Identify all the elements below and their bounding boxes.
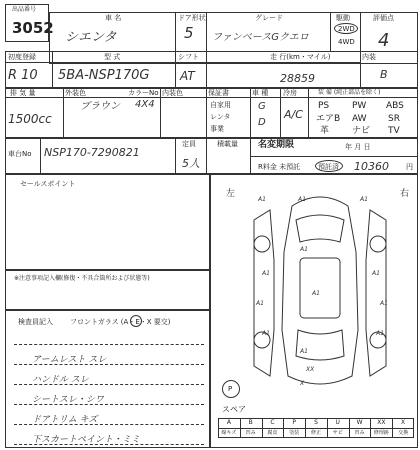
damage-mark-8: A1	[256, 300, 264, 307]
legend-meaning: サビ	[332, 430, 343, 436]
legend-meaning: 修理跡	[373, 430, 389, 436]
right-label: 右	[400, 189, 410, 199]
legend-code: C	[270, 419, 275, 426]
equipment-pw: PW	[352, 101, 367, 111]
spare-p-mark: P	[228, 385, 233, 393]
capacity-label: 定員	[182, 140, 196, 148]
equipment-leather: 革	[320, 126, 330, 136]
legend-code: U	[335, 419, 340, 426]
legend-meaning: 腐食	[267, 430, 278, 436]
exterior-color-label: 外装色	[65, 89, 86, 97]
model-label: 型 式	[104, 53, 121, 61]
equipment-label: 装 備 (純正部品を除く)	[318, 89, 381, 96]
windshield-a-circle	[130, 315, 142, 327]
damage-mark-12: A1	[300, 348, 308, 355]
yen-label: 円	[406, 163, 413, 171]
legend-code: B	[248, 419, 253, 426]
chassis-no-value: NSP170-7290821	[44, 146, 140, 159]
car-name-value: シエンタ	[65, 30, 117, 45]
shift-label: シフト	[178, 53, 199, 61]
damage-mark-4: A1	[300, 246, 308, 253]
first-reg-label: 初度登録	[8, 53, 36, 61]
legend-meaning: 修正	[310, 430, 321, 436]
insurance-label: 保証書	[208, 89, 229, 97]
inspector-note-5: 下スカートペイント・ミミ	[32, 435, 141, 445]
equipment-navi: ナビ	[352, 126, 371, 136]
eval-label: 評価点	[373, 14, 394, 22]
door-label: ドア形状	[178, 14, 206, 22]
door-value: 5	[184, 24, 194, 42]
damage-mark-6: A1	[372, 270, 380, 277]
legend-code: XX	[377, 419, 386, 426]
grade-label: グレード	[255, 14, 283, 22]
inspector-note-2: ハンドル スレ	[32, 375, 89, 385]
interior-value: B	[380, 68, 388, 81]
left-label: 左	[226, 189, 236, 199]
legend-code: W	[356, 419, 363, 426]
exterior-color-value: ブラウン	[80, 101, 120, 112]
sales-point-box	[5, 174, 210, 270]
inspector-label: 検査員記入	[18, 318, 53, 326]
displacement-value: 1500cc	[8, 112, 52, 126]
legend-meaning: 線キズ	[221, 430, 237, 436]
legend-meaning: 凹み	[245, 430, 256, 436]
chassis-no-label: 車台No	[8, 150, 32, 158]
spare-label: スペア	[222, 405, 246, 414]
insurance-opt-2: レンタ	[210, 113, 231, 121]
capacity-value: 5人	[182, 157, 200, 170]
cooler-label: 冷房	[283, 89, 297, 97]
displacement-label: 排 気 量	[10, 89, 36, 97]
damage-mark-10: A1	[262, 330, 270, 337]
legend-meaning: 交換	[398, 430, 409, 436]
interior-label: 内装	[362, 53, 376, 61]
drive-4wd: 4WD	[338, 38, 355, 46]
grade-value: ファンベースGクエロ	[212, 32, 309, 43]
eval-value: 4	[378, 30, 390, 51]
damage-mark-13: XX	[306, 366, 315, 373]
lot-number-label: 出品番号	[12, 6, 37, 13]
notes-label: ※注意事項記入欄(修復・不具合箇所および状態等)	[14, 275, 150, 282]
color-no-label: カラーNo	[128, 89, 159, 97]
mileage-value: 28859	[280, 72, 315, 85]
insurance-opt-1: 自家用	[210, 101, 231, 109]
model-value: 5BA-NSP170G	[58, 68, 150, 83]
equipment-sr: SR	[388, 114, 400, 124]
color-no-value: 4X4	[135, 99, 155, 110]
legend-code: X	[401, 419, 406, 426]
windshield-label: フロントガラス (A・E・X 要交)	[70, 318, 171, 326]
car-name-label: 車 名	[105, 14, 122, 22]
inner-color-label: 内装色	[162, 89, 183, 97]
title-label: 名変期限	[258, 140, 295, 150]
damage-mark-5: A1	[262, 270, 270, 277]
car-diagram-icon	[240, 180, 400, 400]
recycle-amount: 10360	[354, 160, 389, 173]
damage-mark-14: X	[300, 380, 305, 387]
vehicle-type-label: 車 種	[252, 89, 269, 97]
legend-meaning: 塗装	[289, 430, 300, 436]
title-date: 年 月 日	[345, 143, 371, 151]
damage-mark-7: A1	[312, 290, 320, 297]
lot-number-box	[5, 4, 54, 42]
first-reg-value: R 10	[8, 68, 38, 83]
damage-mark-2: A1	[298, 196, 306, 203]
cooler-mark: A/C	[284, 108, 303, 121]
damage-mark-1: A1	[258, 196, 266, 203]
damage-mark-11: A1	[376, 330, 384, 337]
drive-label: 駆動	[336, 14, 350, 22]
inspector-note-4: ドアトリム キズ	[32, 415, 98, 425]
lot-number: 3052	[12, 19, 54, 37]
inspector-note-3: シートスレ・シワ	[32, 395, 104, 405]
insurance-opt-3: 事業	[210, 125, 224, 133]
legend-code: P	[292, 419, 297, 426]
mileage-label: 走 行(km・マイル)	[270, 53, 331, 61]
equipment-ps: PS	[318, 101, 330, 111]
equipment-aw: AW	[352, 114, 367, 124]
type-mark-g: G	[258, 101, 266, 112]
damage-mark-9: A1	[380, 300, 388, 307]
legend-code: S	[314, 419, 318, 426]
drive-2wd: 2WD	[338, 25, 355, 33]
legend-meaning: 凹み	[354, 430, 365, 436]
recycle-deposit: 預託済	[318, 163, 339, 171]
equipment-tv: TV	[388, 126, 400, 136]
equipment-abs: ABS	[386, 101, 404, 111]
load-label: 積載量	[217, 140, 238, 148]
sales-point-label: セールスポイント	[20, 180, 76, 188]
damage-mark-3: A1	[360, 196, 368, 203]
inspector-note-1: アームレスト スレ	[32, 355, 107, 365]
legend-code: A	[226, 419, 231, 426]
equipment-airbag: エアB	[316, 114, 341, 124]
recycle-label: R料金 未預託	[258, 163, 301, 171]
type-mark-d: D	[258, 117, 266, 128]
shift-value: AT	[180, 69, 195, 83]
